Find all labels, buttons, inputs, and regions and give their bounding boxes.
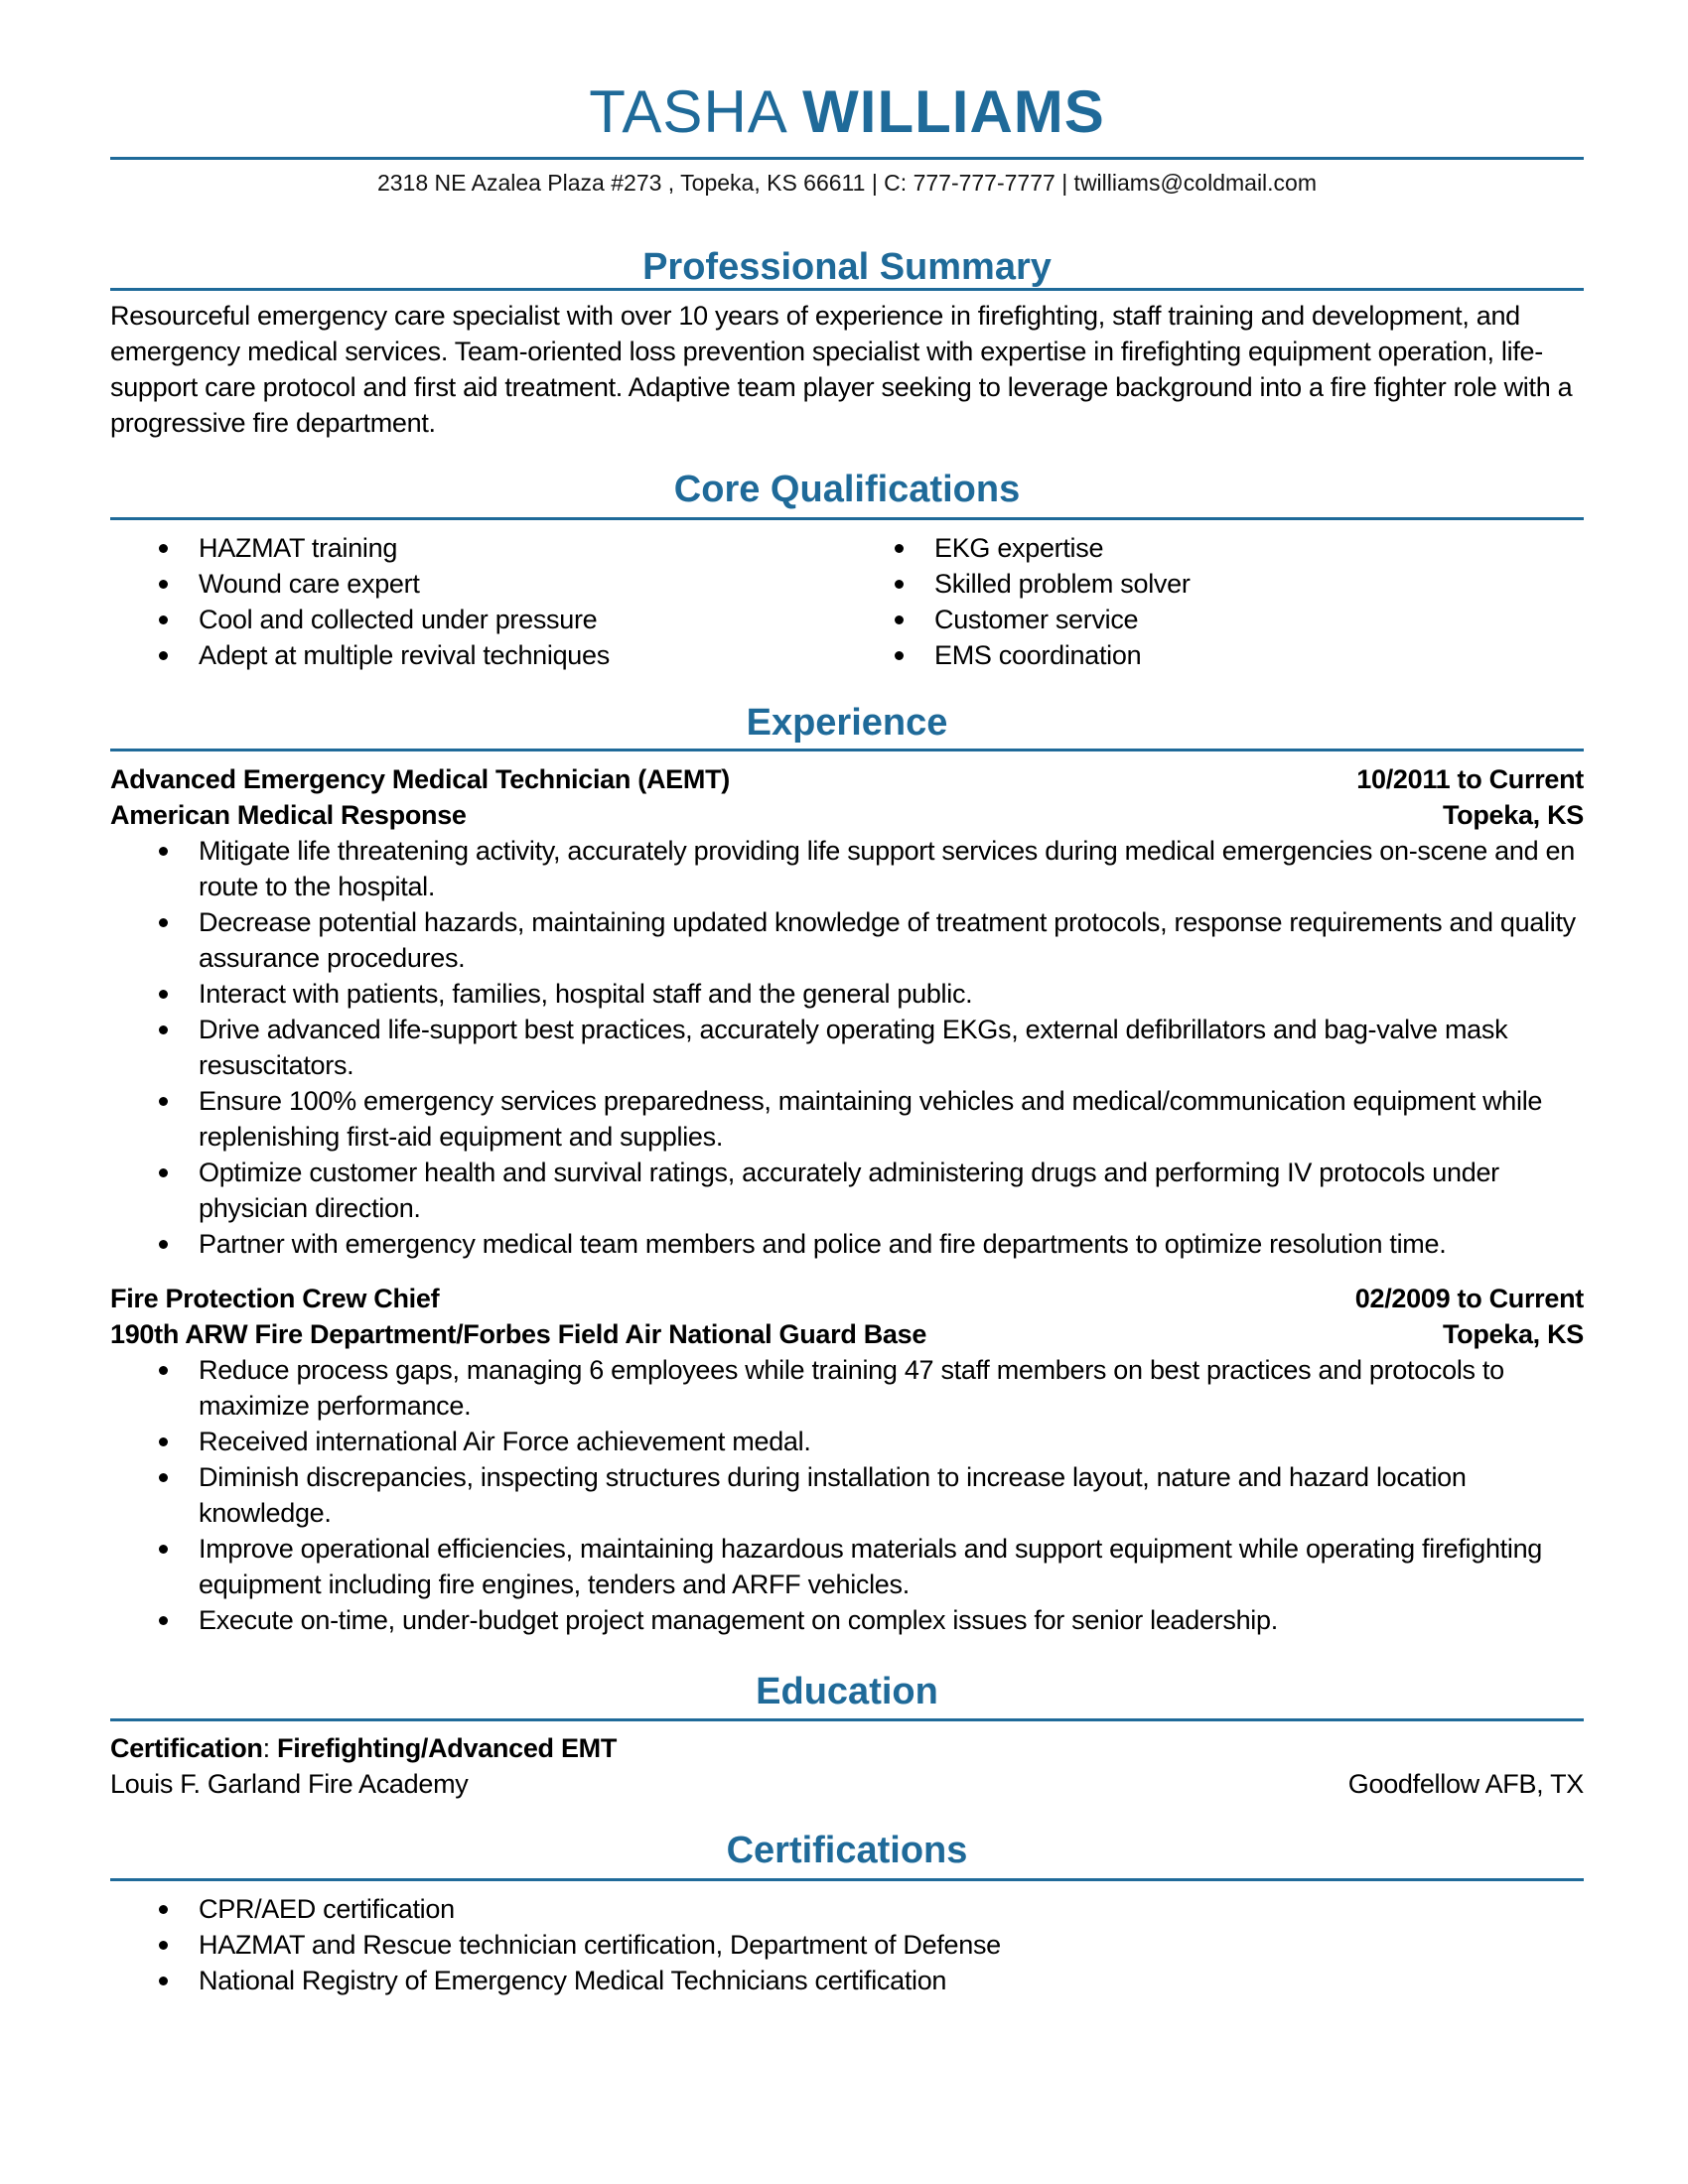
job-bullet: Received international Air Force achievement medal. bbox=[110, 1424, 1584, 1459]
certifications-list bbox=[110, 1891, 1584, 1998]
certifications-divider bbox=[110, 1878, 1584, 1881]
qualification-item: Adept at multiple revival techniques bbox=[110, 637, 845, 673]
qualification-item: EKG expertise bbox=[846, 530, 1584, 566]
job-1-company: American Medical Response bbox=[110, 800, 467, 830]
education-location: Goodfellow AFB, TX bbox=[1347, 1769, 1584, 1799]
summary-title: Professional Summary bbox=[642, 246, 1052, 288]
experience-divider bbox=[110, 749, 1584, 751]
certification-item: National Registry of Emergency Medical Technicians certification bbox=[110, 1963, 1584, 1998]
qualifications-title: Core Qualifications bbox=[673, 469, 1021, 510]
qualifications-left-list bbox=[110, 530, 845, 673]
job-bullet: Diminish discrepancies, inspecting structures during installation to increase layout, nature and hazard location knowledge. bbox=[110, 1459, 1584, 1531]
summary-text: Resourceful emergency care specialist with over 10 years of experience in firefighting, staff training and development, and emergency medical services. Team-oriented loss prevention specialist with expertise in firefighting equipment operation, life-support care protocol and first aid treatment. Adaptive team player seeking to leverage background into a fire fighter role with a progressive fire department. bbox=[110, 301, 1573, 438]
job-bullet: Execute on-time, under-budget project management on complex issues for senior leadership. bbox=[110, 1602, 1584, 1638]
job-bullet: Mitigate life threatening activity, accurately providing life support services during medical emergencies on-scene and en route to the hospital. bbox=[110, 833, 1584, 904]
education-label: Certification bbox=[110, 1733, 263, 1763]
job-bullet: Drive advanced life-support best practices, accurately operating EKGs, external defibrillators and bag-valve mask resuscitators. bbox=[110, 1012, 1584, 1083]
certification-item: CPR/AED certification bbox=[110, 1891, 1584, 1927]
last-name: WILLIAMS bbox=[802, 78, 1105, 145]
job-bullet: Reduce process gaps, managing 6 employees while training 47 staff members on best practices and protocols to maximize performance. bbox=[110, 1352, 1584, 1424]
job-1-location: Topeka, KS bbox=[1442, 800, 1584, 830]
job-bullet: Interact with patients, families, hospital staff and the general public. bbox=[110, 976, 1584, 1012]
job-1-role: Advanced Emergency Medical Technician (AEMT) bbox=[110, 764, 730, 794]
qualification-item: Customer service bbox=[846, 602, 1584, 637]
qualifications-right-list bbox=[846, 530, 1584, 673]
job-bullet: Ensure 100% emergency services preparedness, maintaining vehicles and medical/communication equipment while replenishing first-aid equipment and supplies. bbox=[110, 1083, 1584, 1155]
header-divider bbox=[110, 157, 1584, 160]
education-school: Louis F. Garland Fire Academy bbox=[110, 1769, 469, 1799]
job-1-bullets bbox=[110, 833, 1584, 1262]
qualification-item: Wound care expert bbox=[110, 566, 845, 602]
job-2-dates: 02/2009 to Current bbox=[1354, 1284, 1584, 1313]
job-2-location: Topeka, KS bbox=[1442, 1319, 1584, 1349]
education-divider bbox=[110, 1718, 1584, 1721]
summary-divider bbox=[110, 288, 1584, 291]
qualification-item: HAZMAT training bbox=[110, 530, 845, 566]
contact-info: 2318 NE Azalea Plaza #273 , Topeka, KS 66611 | C: 777-777-7777 | twilliams@coldmail.com bbox=[376, 170, 1318, 196]
certification-item: HAZMAT and Rescue technician certification, Department of Defense bbox=[110, 1927, 1584, 1963]
job-bullet: Decrease potential hazards, maintaining updated knowledge of treatment protocols, response requirements and quality assurance procedures. bbox=[110, 904, 1584, 976]
education-degree-line bbox=[110, 1730, 617, 1766]
job-2-bullets bbox=[110, 1352, 1584, 1638]
certifications-title: Certifications bbox=[726, 1830, 968, 1871]
job-bullet: Optimize customer health and survival ratings, accurately administering drugs and performing IV protocols under physician direction. bbox=[110, 1155, 1584, 1226]
qualifications-divider bbox=[110, 517, 1584, 520]
first-name: TASHA bbox=[589, 78, 785, 145]
job-2-role: Fire Protection Crew Chief bbox=[110, 1284, 440, 1313]
experience-title: Experience bbox=[746, 702, 948, 744]
candidate-name bbox=[110, 77, 1584, 147]
education-title: Education bbox=[756, 1671, 938, 1712]
job-bullet: Partner with emergency medical team members and police and fire departments to optimize resolution time. bbox=[110, 1226, 1584, 1262]
qualification-item: Cool and collected under pressure bbox=[110, 602, 845, 637]
education-degree: Firefighting/Advanced EMT bbox=[277, 1733, 618, 1763]
education-separator: : bbox=[262, 1733, 278, 1763]
job-1-dates: 10/2011 to Current bbox=[1356, 764, 1584, 794]
qualification-item: EMS coordination bbox=[846, 637, 1584, 673]
job-bullet: Improve operational efficiencies, maintaining hazardous materials and support equipment while operating firefighting equipment including fire engines, tenders and ARFF vehicles. bbox=[110, 1531, 1584, 1602]
qualification-item: Skilled problem solver bbox=[846, 566, 1584, 602]
job-2-company: 190th ARW Fire Department/Forbes Field Air National Guard Base bbox=[110, 1319, 927, 1349]
